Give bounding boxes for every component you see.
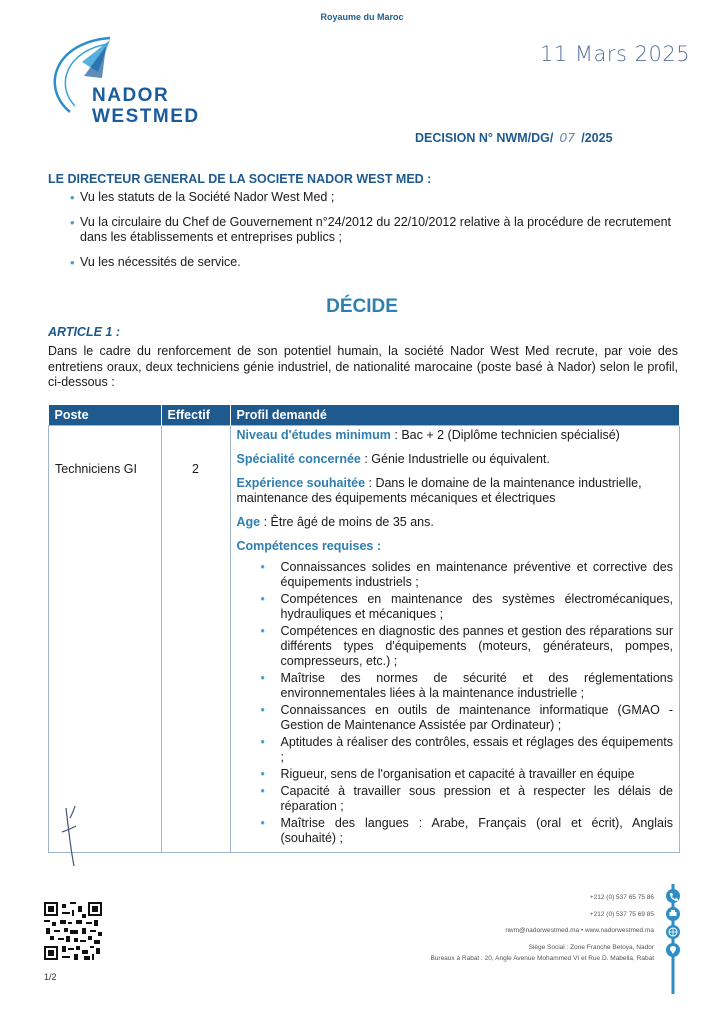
decide-heading: DÉCIDE (326, 296, 398, 317)
specialite-label: Spécialité concernée (236, 452, 361, 466)
list-item: • Rigueur, sens de l'organisation et capacité à travailler en équipe (237, 767, 674, 782)
director-heading: LE DIRECTEUR GENERAL DE LA SOCIETE NADOR WEST MED : (48, 172, 432, 186)
list-item: • Maîtrise des normes de sécurité et des réglementations environnementales liées à la maintenance industrielle ; (237, 671, 674, 701)
company-logo (40, 32, 230, 127)
decision-suffix: /2025 (581, 131, 613, 145)
competences-title: Compétences requises : (236, 539, 381, 553)
fax-icon (666, 907, 680, 921)
logo-text-westmed: WESTMED (92, 106, 200, 127)
footer-phone-1: +212 (0) 537 65 75 86 (589, 894, 654, 901)
article-intro: Dans le cadre du renforcement de son potentiel humain, la société Nador West Med recrute, par voie des entretiens oraux, deux techniciens génie industriel, de nationalité marocaine (poste basé à Nador) selon le profil, ci-dessous : (48, 344, 678, 389)
vus-item: • Vu la circulaire du Chef de Gouvernement n°24/2012 du 22/10/2012 relative à la procédure de recrutement dans les établissements et entreprises publics ; (52, 215, 682, 246)
list-item: • Connaissances solides en maintenance préventive et corrective des équipements industriels ; (237, 560, 674, 590)
cell-profil (230, 426, 680, 853)
footer-bureaux: Bureaux à Rabat : 20, Angle Avenue Mohammed VI et Rue D. Mabella, Rabat (430, 955, 654, 962)
handwritten-date: 11 Mars 2025 (540, 42, 691, 66)
page-number: 1/2 (44, 972, 57, 982)
specialite-line (237, 452, 674, 467)
experience-label: Expérience souhaitée (236, 476, 366, 490)
niveau-line (237, 428, 674, 443)
table-row (49, 426, 680, 853)
qr-code-icon (44, 902, 102, 960)
niveau-label: Niveau d'études minimum (236, 428, 391, 442)
cell-poste: Techniciens GI (49, 426, 162, 853)
globe-icon (666, 925, 680, 939)
vus-item: • Vu les nécessités de service. (52, 255, 682, 271)
experience-value: : Dans le domaine de la maintenance industrielle, maintenance des équipements mécaniques et électriques (236, 476, 642, 505)
footer-web: nwm@nadorwestmed.ma • www.nadorwestmed.ma (505, 927, 654, 934)
specialite-value: : Génie Industrielle ou équivalent. (360, 452, 550, 466)
vus-item: • Vu les statuts de la Société Nador West Med ; (52, 190, 682, 206)
header-effectif: Effectif (161, 405, 230, 426)
article-heading: ARTICLE 1 : (48, 325, 120, 339)
list-item: • Connaissances en outils de maintenance informatique (GMAO - Gestion de Maintenance Assistée par Ordinateur) ; (237, 703, 674, 733)
kingdom-header: Royaume du Maroc (320, 12, 404, 22)
list-item: • Compétences en diagnostic des pannes et gestion des réparations sur différents types d'équipements (moteurs, générateurs, pompes, compresseurs, etc.) ; (237, 624, 674, 669)
cell-effectif: 2 (161, 426, 230, 853)
signature-initial (58, 800, 98, 870)
decision-handwritten-number: 07 (559, 130, 576, 145)
phone-icon (666, 889, 680, 903)
experience-line (237, 476, 674, 506)
profile-table (48, 405, 680, 853)
list-item: • Capacité à travailler sous pression et à respecter les délais de réparation ; (237, 784, 674, 814)
footer-siege: Siège Social : Zone Franche Betoya, Nador (528, 944, 654, 951)
list-item: • Compétences en maintenance des systèmes électromécaniques, hydrauliques et mécaniques ; (237, 592, 674, 622)
footer-phone-2: +212 (0) 537 75 69 85 (589, 911, 654, 918)
decision-number (415, 130, 613, 145)
table-header-row (49, 405, 680, 426)
list-item: • Aptitudes à réaliser des contrôles, essais et réglages des équipements ; (237, 735, 674, 765)
logo-text-nador: NADOR (92, 85, 170, 106)
location-pin-icon (666, 943, 680, 957)
competences-list (237, 560, 674, 846)
header-poste: Poste (49, 405, 162, 426)
list-item: • Maîtrise des langues : Arabe, Français (oral et écrit), Anglais (souhaité) ; (237, 816, 674, 846)
age-label: Age (236, 515, 261, 529)
niveau-value: : Bac + 2 (Diplôme technicien spécialisé) (390, 428, 620, 442)
decision-prefix: DECISION N° NWM/DG/ (415, 131, 554, 145)
age-line (237, 515, 674, 530)
header-profil: Profil demandé (230, 405, 680, 426)
age-value: : Être âgé de moins de 35 ans. (260, 515, 434, 529)
vus-list (52, 190, 682, 279)
footer-contact-icons (662, 884, 684, 994)
